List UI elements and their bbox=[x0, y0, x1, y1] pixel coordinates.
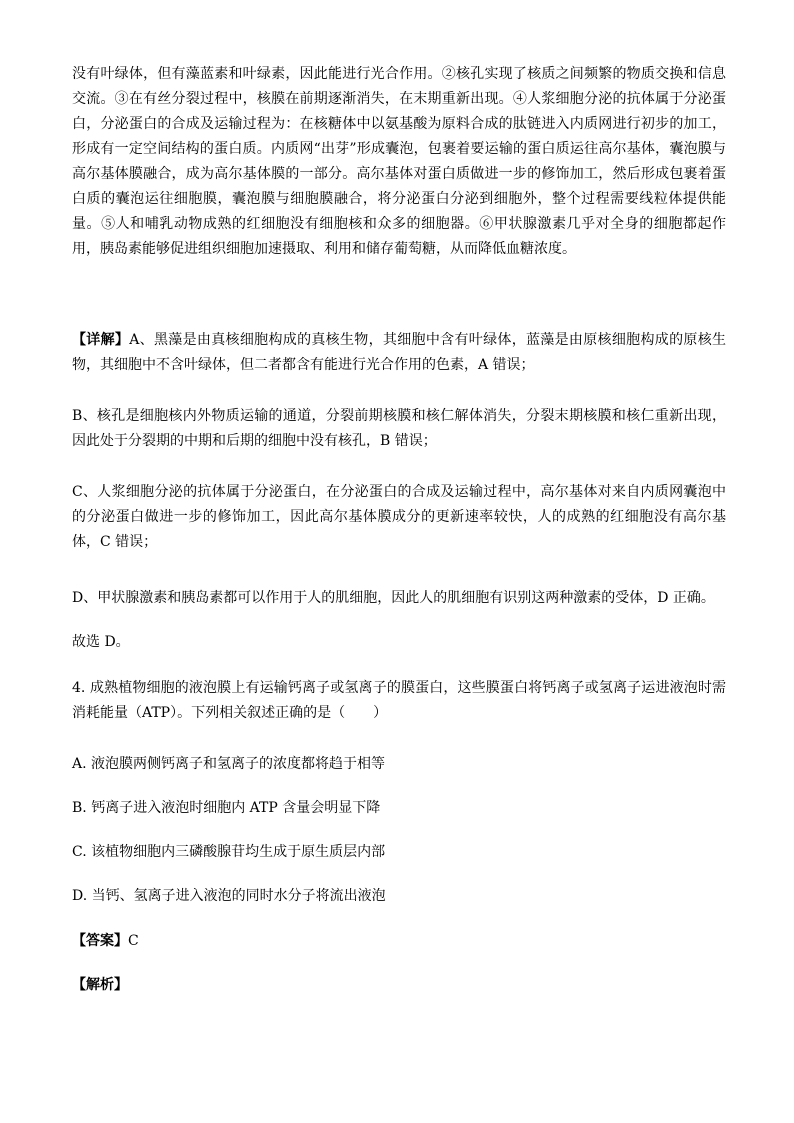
detail-option-d: D、甲状腺激素和胰岛素都可以作用于人的肌细胞，因此人的肌细胞有识别这两种激素的受体，D 正确。 bbox=[72, 590, 715, 606]
detail-tag: 【详解】 bbox=[72, 332, 130, 348]
detail-option-c: C、人浆细胞分泌的抗体属于分泌蛋白，在分泌蛋白的合成及运输过程中，高尔基体对来自内质网囊泡中的分泌蛋白做进一步的修饰加工，因此高尔基体膜成分的更新速率较快，人的成熟的红细胞没有高尔基体，C 错误； bbox=[72, 484, 726, 550]
question-4-analysis-heading: 【解析】 bbox=[72, 977, 128, 993]
question-4-option-a: A. 液泡膜两侧钙离子和氢离子的浓度都将趋于相等 bbox=[72, 756, 386, 772]
analysis-continued-paragraph: 没有叶绿体，但有藻蓝素和叶绿素，因此能进行光合作用。②核孔实现了核质之间频繁的物质交换和信息交流。③在有丝分裂过程中，核膜在前期逐渐消失，在末期重新出现。④人浆细胞分泌的抗体属于分泌蛋白，分泌蛋白的合成及运输过程为：在核糖体中以氨基酸为原料合成的肽链进入内质网进行初步的加工，形成有一定空间结构的蛋白质。内质网“出芽”形成囊泡，包裹着要运输的蛋白质运往高尔基体，囊泡膜与高尔基体膜融合，成为高尔基体膜的一部分。高尔基体对蛋白质做进一步的修饰加工，然后形成包裹着蛋白质的囊泡运往细胞膜，囊泡膜与细胞膜融合，将分泌蛋白分泌到细胞外，整个过程需要线粒体提供能量。⑤人和哺乳动物成熟的红细胞没有细胞核和众多的细胞器。⑥甲状腺激素几乎对全身的细胞都起作用，胰岛素能够促进组织细胞加速摄取、利用和储存葡萄糖，从而降低血糖浓度。 bbox=[72, 66, 726, 257]
question-4-option-d: D. 当钙、氢离子进入液泡的同时水分子将流出液泡 bbox=[72, 888, 386, 904]
detail-conclusion: 故选 D。 bbox=[72, 634, 130, 650]
detail-option-a: 【详解】A、黑藻是由真核细胞构成的真核生物，其细胞中含有叶绿体，蓝藻是由原核细胞构成的原核生物，其细胞中不含叶绿体，但二者都含有能进行光合作用的色素，A 错误； bbox=[72, 332, 727, 373]
answer-tag: 【答案】 bbox=[72, 933, 128, 949]
answer-value: C bbox=[128, 933, 139, 949]
detail-option-b: B、核孔是细胞核内外物质运输的通道，分裂前期核膜和核仁解体消失，分裂末期核膜和核仁重新出现，因此处于分裂期的中期和后期的细胞中没有核孔，B 错误； bbox=[72, 408, 726, 449]
question-4-option-c: C. 该植物细胞内三磷酸腺苷均生成于原生质层内部 bbox=[72, 844, 386, 860]
question-4-stem: 4. 成熟植物细胞的液泡膜上有运输钙离子或氢离子的膜蛋白，这些膜蛋白将钙离子或氢离子运进液泡时需消耗能量（ATP）。下列相关叙述正确的是（ ） bbox=[72, 680, 726, 721]
question-4-answer bbox=[72, 929, 726, 954]
question-4-option-b: B. 钙离子进入液泡时细胞内 ATP 含量会明显下降 bbox=[72, 800, 381, 816]
